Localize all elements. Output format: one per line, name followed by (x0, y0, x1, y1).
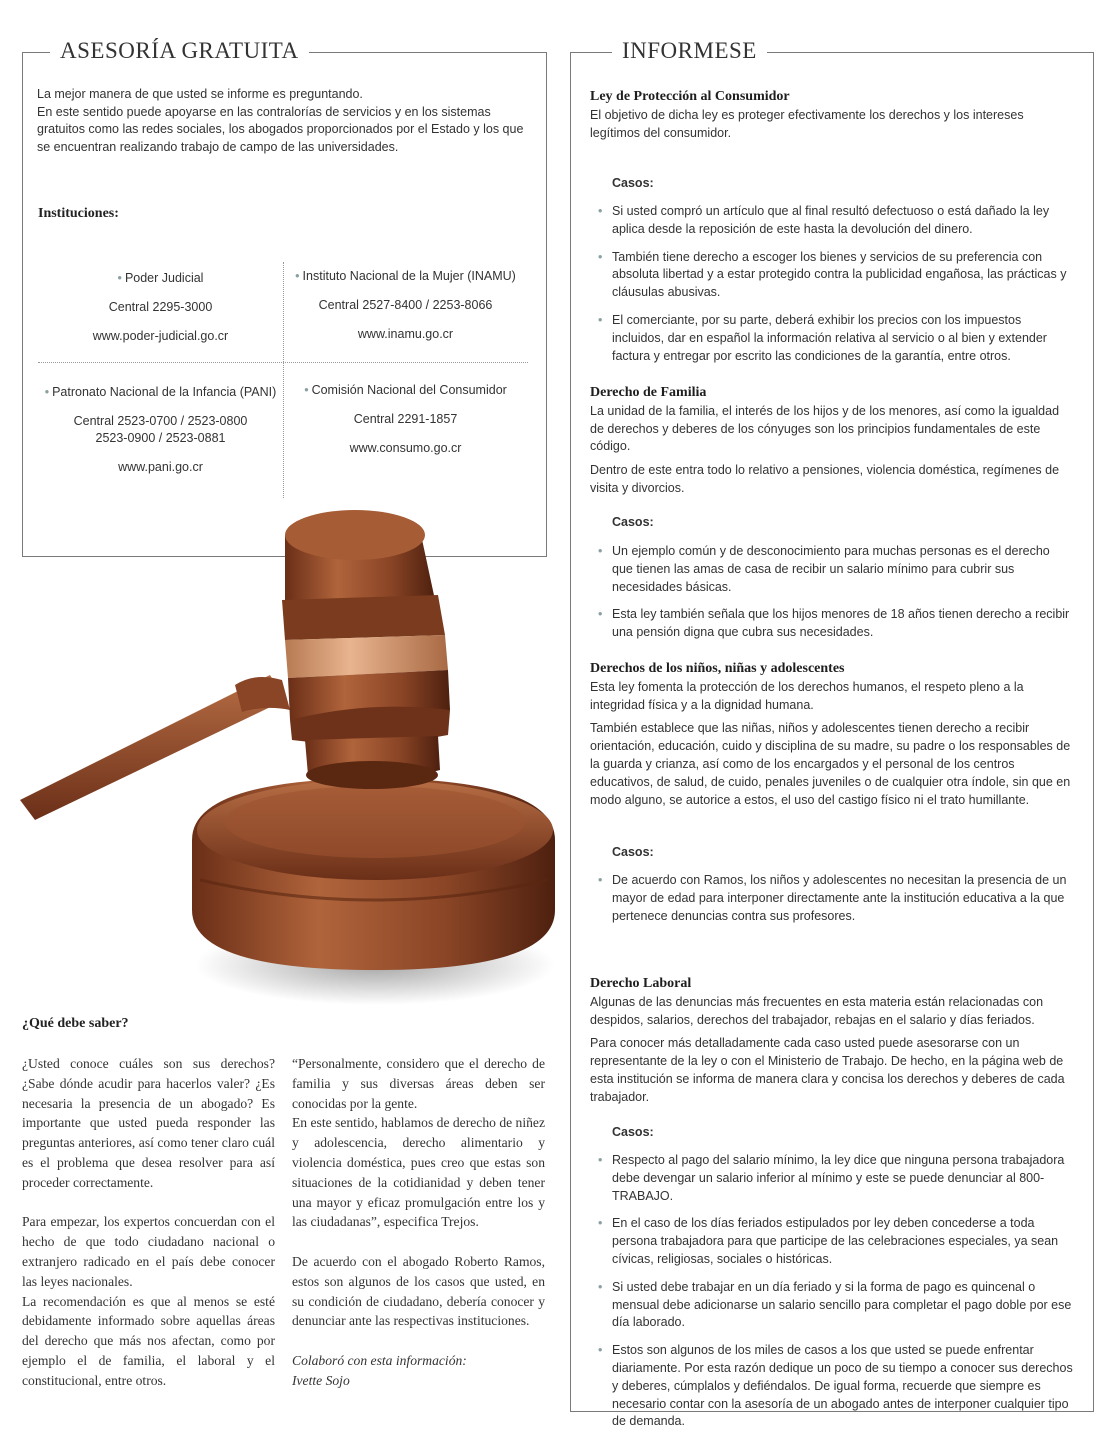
institutions-label: Instituciones: (38, 206, 119, 221)
section-laboral (590, 975, 1075, 1113)
section-paragraph: También establece que las niñas, niños y adolescentes tienen derecho a recibir orientación, educación, cuido y disciplina de su madre, su padre o los responsables de la guarda y crianza, así como de los encargados y el personal de los centros educativos, de salud, de cuido, penales juveniles o de cualquier otra índole, sin que en modo alguno, se autorice a estos, el uso del castigo físico ni el trato humillante. (590, 721, 1071, 807)
institution-phone: Central 2523-0700 / 2523-0800 2523-0900 / 2523-0881 (73, 414, 248, 445)
institution-website[interactable]: www.inamu.go.cr (357, 327, 454, 341)
section-paragraph: Algunas de las denuncias más frecuentes en esta materia están relacionadas con despidos, salarios, derechos del trabajador, rebajas en el salario y días feriados. (590, 994, 1044, 1027)
institutions-grid (38, 262, 528, 498)
institution-name: Patronato Nacional de la Infancia (PANI) (52, 385, 277, 399)
article-paragraph: La recomendación es que al menos se esté debidamente informado sobre aquellas áreas del derecho que más nos afectan, como por ejemplo el de familia, el laboral y el constitucional, entre otros. (22, 1293, 275, 1388)
institution-phone: Central 2291-1857 (353, 412, 458, 426)
cases-list (598, 203, 1073, 375)
case-item: • Un ejemplo común y de desconocimiento para muchas personas es el derecho que tienen las amas de casa de recibir un salario mínimo para cubrir sus necesidades básicas. (598, 543, 1073, 596)
article-column-1 (22, 1054, 275, 1410)
institution-name: Comisión Nacional del Consumidor (311, 383, 507, 397)
article-column-2 (292, 1054, 545, 1391)
institution-inamu (283, 268, 528, 343)
grid-divider-horizontal (38, 362, 528, 363)
bullet-icon: • (117, 271, 122, 285)
case-item: • Si usted compró un artículo que al final resultó defectuoso o está dañado la ley aplica desde la reposición de este hasta la devolución del dinero. (598, 203, 1073, 239)
bullet-icon: • (44, 385, 50, 399)
section-heading: Derecho de Familia (590, 385, 707, 400)
informese-title: INFORMESE (612, 38, 767, 64)
case-item: • También tiene derecho a escoger los bienes y servicios de su preferencia con absoluta libertad y a estar protegido contra la publicidad engañosa, las prácticas y cláusulas abusivas. (598, 249, 1073, 302)
section-familia (590, 384, 1075, 504)
institution-website[interactable]: www.pani.go.cr (118, 460, 203, 474)
credit-label: Colaboró con esta información: (292, 1352, 467, 1368)
section-consumidor (590, 88, 1075, 148)
institution-name: Instituto Nacional de la Mujer (INAMU) (302, 269, 516, 283)
section-paragraph: La unidad de la familia, el interés de los hijos y de los menores, así como la igualdad de derechos y deberes de los cónyuges son los principios fundamentales de este código. (590, 403, 1060, 454)
gavel-illustration (20, 500, 560, 1010)
casos-label: Casos: (612, 176, 654, 190)
intro-paragraph: La mejor manera de que usted se informe es preguntando. (37, 87, 363, 101)
casos-label: Casos: (612, 1125, 654, 1139)
case-item: • Estos son algunos de los miles de casos a los que usted se puede enfrentar diariamente. Por esta razón dedique un poco de su tiempo a conocer sus derechos y deberes, cúmplalos y defiéndalos. De igual forma, recuerde que siempre es necesario contar con la asesoría de un abogado antes de interponer cualquier tipo de demanda. (598, 1342, 1073, 1431)
article-heading: ¿Qué debe saber? (22, 1016, 129, 1031)
section-heading: Derechos de los niños, niñas y adolescentes (590, 661, 845, 676)
institution-phone: Central 2527-8400 / 2253-8066 (318, 298, 493, 312)
asesoria-title: ASESORÍA GRATUITA (50, 38, 309, 64)
section-ninos (590, 660, 1075, 815)
article-paragraph: Para empezar, los expertos concuerdan con el hecho de que todo ciudadano nacional o extranjero radicado en el país debe conocer las leyes nacionales. (22, 1214, 275, 1289)
section-paragraph: Esta ley fomenta la protección de los derechos humanos, el respeto pleno a la integridad física y a la dignidad humana. (590, 679, 1024, 712)
institution-website[interactable]: www.poder-judicial.go.cr (92, 329, 229, 343)
institution-pani (38, 384, 283, 476)
article-paragraph: De acuerdo con el abogado Roberto Ramos, estos son algunos de los casos que usted, en su condición de ciudadano, debería conocer y denunciar ante las respectivas instituciones. (292, 1253, 545, 1329)
section-paragraph: Para conocer más detalladamente cada caso usted puede asesorarse con un representante de la ley o con el Ministerio de Trabajo. De hecho, en la página web de esta institución se informa de manera clara y concisa los derechos y deberes de cada trabajador. (590, 1036, 1065, 1104)
institution-consumo (283, 382, 528, 457)
cases-list (598, 1152, 1073, 1441)
section-paragraph: El objetivo de dicha ley es proteger efectivamente los derechos y los intereses legítimos del consumidor. (590, 107, 1024, 140)
case-item: • Respecto al pago del salario mínimo, la ley dice que ninguna persona trabajadora debe devengar un salario inferior al mínimo y este se puede denunciar al 800-TRABAJO. (598, 1152, 1073, 1205)
case-item: • El comerciante, por su parte, deberá exhibir los precios con los impuestos incluidos, dar en español la información relativa al servicio o al bien y extender factura y entregar por escrito las condiciones de la garantía, entre otros. (598, 312, 1073, 365)
cases-list (598, 543, 1073, 652)
bullet-icon: • (304, 383, 309, 397)
credit-name: Ivette Sojo (292, 1372, 350, 1388)
casos-label: Casos: (612, 515, 654, 529)
institution-phone: Central 2295-3000 (108, 300, 213, 314)
case-item: • Esta ley también señala que los hijos menores de 18 años tienen derecho a recibir una pensión digna que cubra sus necesidades. (598, 606, 1073, 642)
institution-poder-judicial (38, 270, 283, 345)
intro-paragraph: En este sentido puede apoyarse en las contralorías de servicios y en los sistemas gratuitos como las redes sociales, los abogados proporcionados por el Estado y los que se encuentran realizando trabajo de campo de las universidades. (37, 104, 524, 154)
case-item: • En el caso de los días feriados estipulados por ley deben concederse a toda persona trabajadora para que participe de las celebraciones especiales, ya sean cívicas, religiosas, sociales o históricas. (598, 1215, 1073, 1268)
article-paragraph: ¿Usted conoce cuáles son sus derechos? ¿Sabe dónde acudir para hacerlos valer? ¿Es necesaria la presencia de un abogado? Es importante que usted pueda responder las preguntas anteriores, así como tener claro cuál es el problema que desea resolver para así proceder correctamente. (22, 1056, 275, 1190)
casos-label: Casos: (612, 845, 654, 859)
institution-website[interactable]: www.consumo.go.cr (349, 441, 462, 455)
section-heading: Ley de Protección al Consumidor (590, 89, 790, 104)
case-item: • De acuerdo con Ramos, los niños y adolescentes no necesitan la presencia de un mayor de edad para interponer directamente ante la institución educativa a la que pertenece denuncias contra sus profesores. (598, 872, 1073, 925)
article-paragraph: “Personalmente, considero que el derecho de familia y sus diversas áreas deben ser conocidas por la gente. (292, 1056, 545, 1111)
case-item: • Si usted debe trabajar en un día feriado y si la forma de pago es quincenal o mensual debe adicionarse un salario sencillo para completar el pago doble por ese día laborado. (598, 1279, 1073, 1332)
asesoria-intro (37, 86, 532, 156)
section-paragraph: Dentro de este entra todo lo relativo a pensiones, violencia doméstica, regímenes de visita y divorcios. (590, 463, 1060, 495)
section-heading: Derecho Laboral (590, 976, 692, 991)
institution-name: Poder Judicial (124, 271, 204, 285)
cases-list (598, 872, 1073, 935)
bullet-icon: • (295, 269, 300, 283)
article-paragraph: En este sentido, hablamos de derecho de niñez y adolescencia, derecho alimentario y violencia doméstica, pues creo que estas son situaciones de la cotidianidad y deben tener una mayor y eficaz promulgación entre los y las ciudadanas”, especifica Trejos. (292, 1115, 545, 1230)
